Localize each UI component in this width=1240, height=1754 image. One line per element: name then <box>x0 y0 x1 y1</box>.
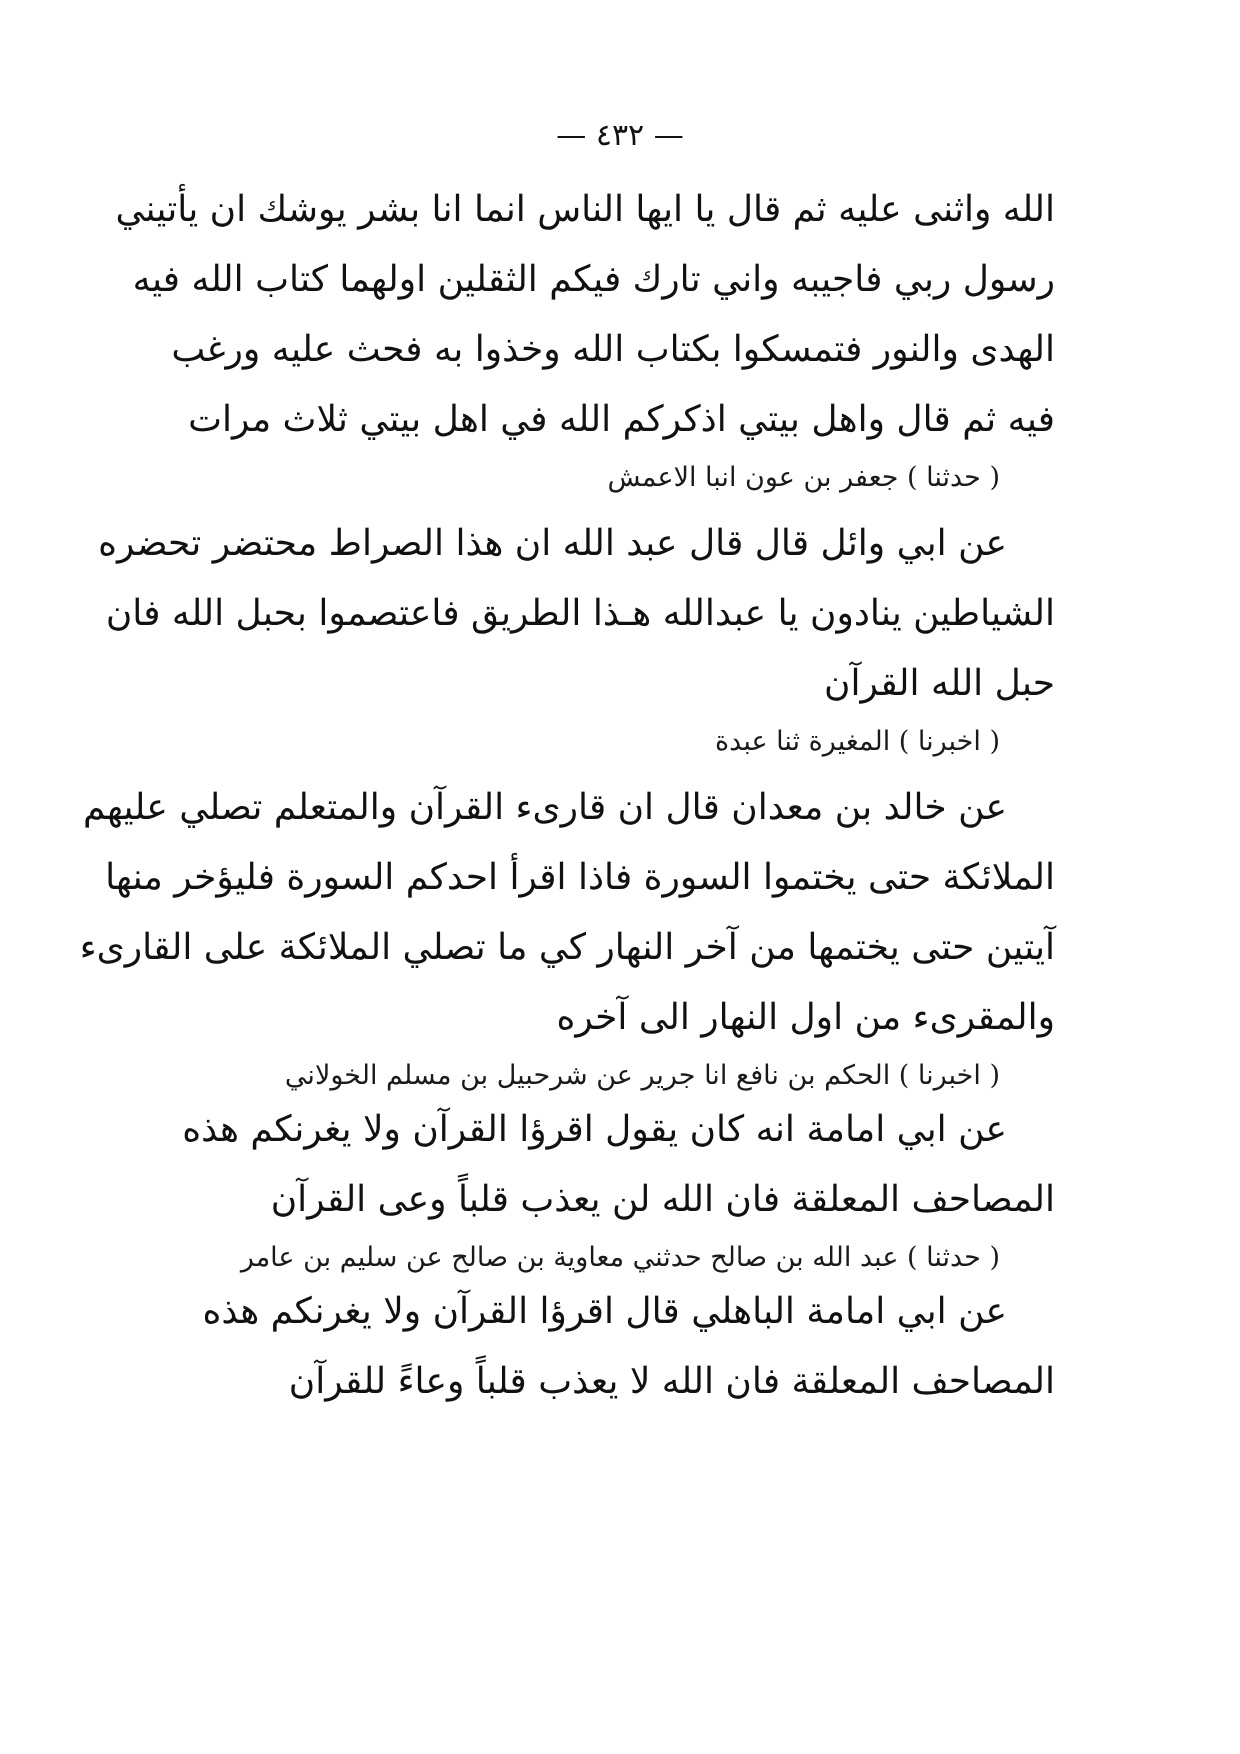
page-number: — ٤٣٢ — <box>556 118 684 153</box>
text-line: فيه ثم قال واهل بيتي اذكركم الله في اهل بيتي ثلاث مرات <box>188 399 1055 440</box>
text-line: عن ابي وائل قال قال عبد الله ان هذا الصراط محتضر تحضره <box>98 523 1007 564</box>
text-line: الله واثنى عليه ثم قال يا ايها الناس انما انا بشر يوشك ان يأتيني <box>115 189 1055 230</box>
body-text <box>79 189 1055 1432</box>
isnad-line: ( حدثنا ) عبد الله بن صالح حدثني معاوية بن صالح عن سليم بن عامر <box>240 1242 1000 1273</box>
text-line: الهدى والنور فتمسكوا بكتاب الله وخذوا به فحث عليه ورغب <box>171 329 1055 370</box>
text-line: آيتين حتى يختمها من آخر النهار كي ما تصلي الملائكة على القارىء <box>79 927 1055 968</box>
text-line: رسول ربي فاجيبه واني تارك فيكم الثقلين اولهما كتاب الله فيه <box>132 259 1055 300</box>
text-line: عن ابي امامة انه كان يقول اقرؤا القرآن ولا يغرنكم هذه <box>182 1109 1007 1150</box>
text-line: المصاحف المعلقة فان الله لا يعذب قلباً وعاءً للقرآن <box>288 1361 1055 1402</box>
isnad-line: ( حدثنا ) جعفر بن عون انبا الاعمش <box>607 462 1000 493</box>
isnad-line: ( اخبرنا ) الحكم بن نافع انا جرير عن شرحبيل بن مسلم الخولاني <box>284 1060 1000 1091</box>
text-line: الشياطين ينادون يا عبدالله هـذا الطريق فاعتصموا بحبل الله فان <box>105 593 1055 634</box>
text-line: الملائكة حتى يختموا السورة فاذا اقرأ احدكم السورة فليؤخر منها <box>105 857 1055 898</box>
text-line: المصاحف المعلقة فان الله لن يعذب قلباً وعى القرآن <box>270 1179 1055 1220</box>
text-line: والمقرىء من اول النهار الى آخره <box>556 997 1055 1038</box>
isnad-line: ( اخبرنا ) المغيرة ثنا عبدة <box>715 726 1000 757</box>
text-line: حبل الله القرآن <box>824 663 1055 704</box>
text-line: عن ابي امامة الباهلي قال اقرؤا القرآن ولا يغرنكم هذه <box>202 1291 1007 1332</box>
text-line: عن خالد بن معدان قال ان قارىء القرآن والمتعلم تصلي عليهم <box>83 787 1007 828</box>
